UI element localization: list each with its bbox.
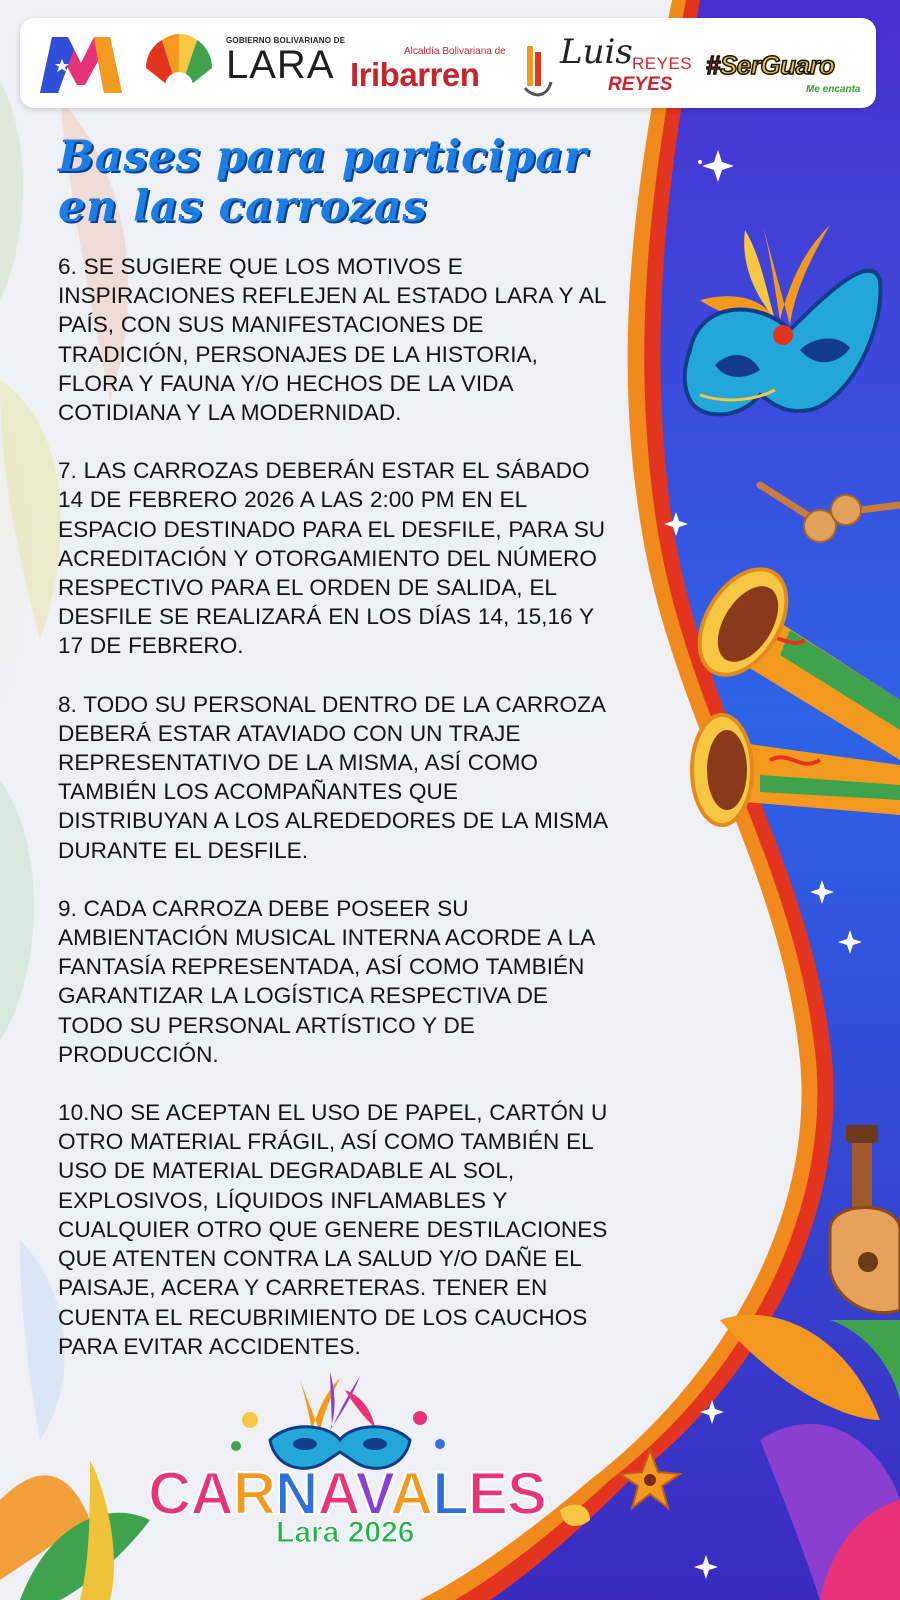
carnavales-letter: L bbox=[432, 1460, 468, 1527]
carnavales-letter: R bbox=[232, 1460, 276, 1527]
rule-10: 10.NO SE ACEPTAN EL USO DE PAPEL, CARTÓN U OTRO MATERIAL FRÁGIL, ASÍ COMO TAMBIÉN EL USO DE MATERIAL DEGRADABLE AL SOL, EXPLOSIVOS, LÍQUIDOS INFLAMABLES Y CUALQUIER OTRO QUE GENERE DESTILACIONES QUE ATENTEN CONTRA LA SALUD Y/O DAÑE EL PAISAJE, ACERA Y CARRETERAS. TENER EN CUENTA EL RECUBRIMIENTO DE LOS CAUCHOS PARA EVITAR ACCIDENTES. bbox=[58, 1100, 608, 1359]
rule-7: 7. LAS CARROZAS DEBERÁN ESTAR EL SÁBADO 14 DE FEBRERO 2026 A LAS 2:00 PM EN EL ESPACIO DESTINADO PARA EL DESFILE, PARA SU ACREDITACIÓN Y OTORGAMIENTO DEL NÚMERO RESPECTIVO PARA EL ORDEN DE SALIDA, EL DESFILE SE REALIZARÁ EN LOS DÍAS 14, 15,16 Y 17 DE FEBRERO. bbox=[58, 458, 606, 659]
carnavales-letter: A bbox=[317, 1460, 356, 1527]
serguaro-title: SerGuaro bbox=[719, 50, 835, 80]
rules-list bbox=[58, 252, 614, 1390]
carnavales-letter: S bbox=[506, 1460, 546, 1527]
rule-6: 6. SE SUGIERE QUE LOS MOTIVOS E INSPIRACIONES REFLEJEN AL ESTADO LARA Y AL PAÍS, CON SUS MANIFESTACIONES DE TRADICIÓN, PERSONAJES DE LA HISTORIA, FLORA Y FAUNA Y/O HECHOS DE LA VIDA COTIDIANA Y LA MODERNIDAD. bbox=[58, 254, 606, 426]
iribarren-logo bbox=[338, 38, 558, 98]
carnavales-letter: A bbox=[190, 1460, 233, 1527]
iribarren-logo-title: Iribarren bbox=[350, 56, 480, 93]
rule-8: 8. TODO SU PERSONAL DENTRO DE LA CARROZA DEBERÁ ESTAR ATAVIADO CON UN TRAJE REPRESENTATIVO DE LA MISMA, ASÍ COMO TAMBIÉN LOS ACOMPAÑANTES QUE DISTRIBUYAN A LOS ALREDEDORES DE LA MISMA DURANTE EL DESFILE. bbox=[58, 691, 607, 863]
luis-reyes-light-text: REYES bbox=[632, 54, 693, 73]
luis-reyes-logo bbox=[540, 18, 710, 108]
serguaro-logo bbox=[706, 18, 866, 108]
page-title-line-1: Bases para participar bbox=[58, 132, 587, 182]
luis-reyes-bold-text: REYES bbox=[608, 74, 673, 95]
carnavales-letter: C bbox=[148, 1460, 191, 1527]
page-title-line-2: en las carrozas bbox=[58, 182, 427, 232]
carnavales-letter: E bbox=[467, 1460, 507, 1527]
iribarren-logo-subtitle: Alcaldía Bolivariana de bbox=[404, 46, 506, 57]
lara-logo-subtitle: GOBIERNO BOLIVARIANO DE bbox=[226, 36, 346, 45]
serguaro-subtitle: Me encanta bbox=[806, 84, 861, 95]
sponsor-logo-bar bbox=[20, 18, 876, 108]
carnavales-letter: V bbox=[355, 1460, 390, 1527]
carnavales-letter: N bbox=[275, 1460, 318, 1527]
page-title bbox=[58, 132, 587, 232]
carnavales-letter: A bbox=[389, 1460, 433, 1527]
carnavales-logo-subtitle: Lara 2026 bbox=[276, 1516, 415, 1549]
mvlara-logo-icon bbox=[38, 33, 124, 95]
serguaro-hash: # bbox=[706, 50, 720, 80]
rule-9: 9. CADA CARROZA DEBE POSEER SU AMBIENTACIÓN MUSICAL INTERNA ACORDE A LA FANTASÍA REPRESENTADA, ASÍ COMO TAMBIÉN GARANTIZAR LA LOGÍSTICA RESPECTIVA DE TODO SU PERSONAL ARTÍSTICO Y DE PRODUCCIÓN. bbox=[58, 895, 595, 1067]
lara-logo bbox=[142, 18, 346, 108]
luis-script-text: Luis bbox=[560, 32, 633, 72]
sun-fan-icon bbox=[142, 28, 216, 98]
lara-logo-title: LARA bbox=[226, 43, 335, 87]
